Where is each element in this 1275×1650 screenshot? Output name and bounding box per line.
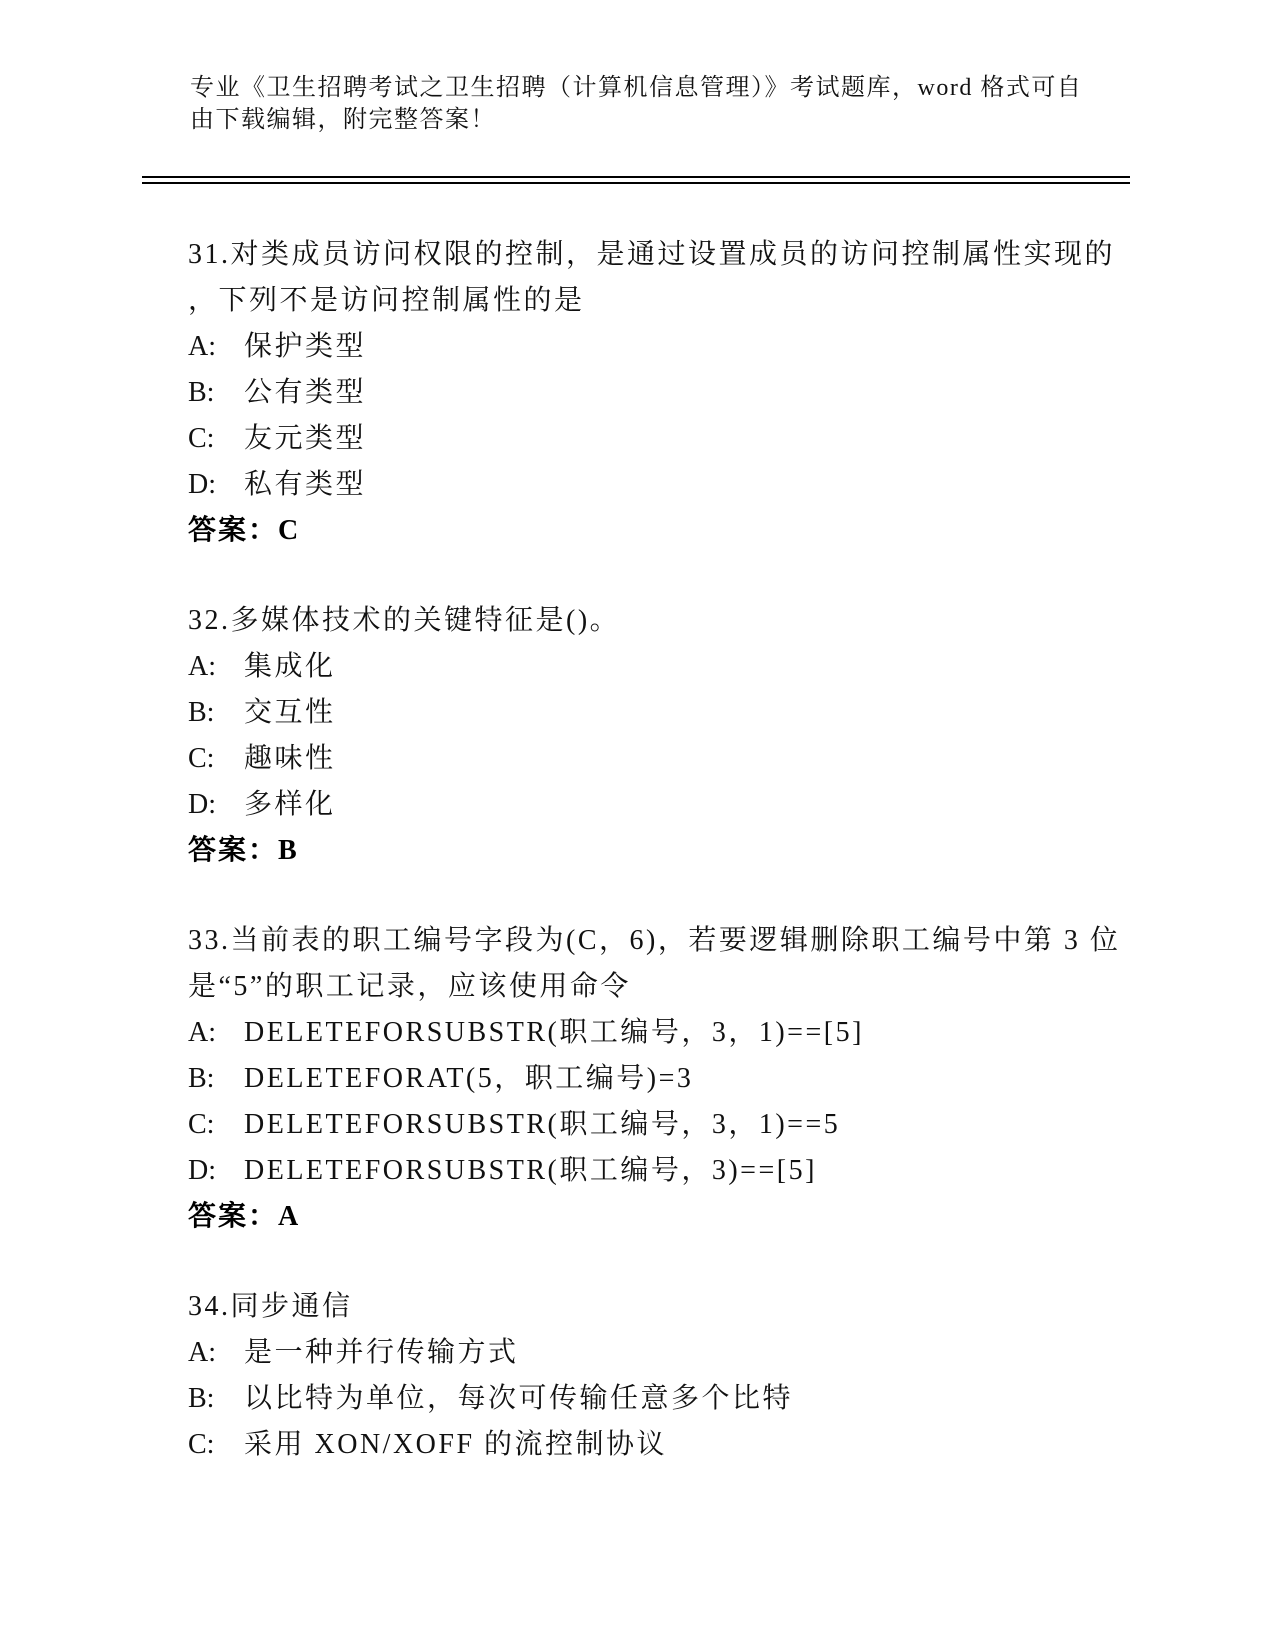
question-text-line: 33.当前表的职工编号字段为(C，6)，若要逻辑删除职工编号中第 3 位 — [188, 925, 1121, 956]
option-row-b — [188, 1056, 1105, 1102]
option-row-a — [188, 324, 1105, 370]
option-text: 保护类型 — [244, 331, 367, 362]
option-label: D: — [188, 789, 216, 820]
option-row-c — [188, 736, 1105, 782]
option-text: DELETEFORSUBSTR(职工编号，3，1)==5 — [244, 1109, 841, 1140]
option-label: A: — [188, 651, 216, 682]
option-label: D: — [188, 1155, 216, 1186]
option-label: B: — [188, 1063, 215, 1094]
option-text: 多样化 — [244, 789, 336, 820]
option-row-b — [188, 1376, 1105, 1422]
answer-line: 答案：C — [188, 515, 301, 546]
question-block-33 — [188, 918, 1121, 1240]
option-label: C: — [188, 1429, 215, 1460]
question-block-32 — [188, 598, 1105, 874]
option-text: DELETEFORAT(5，职工编号)=3 — [244, 1063, 694, 1094]
option-row-c — [188, 416, 1105, 462]
header-line-2: 由下载编辑，附完整答案！ — [190, 107, 496, 133]
option-text: 趣味性 — [244, 743, 336, 774]
option-text: 采用 XON/XOFF 的流控制协议 — [244, 1429, 668, 1460]
question-text-line: 34.同步通信 — [188, 1291, 353, 1322]
question-text-line: 是“5”的职工记录，应该使用命令 — [188, 971, 631, 1002]
document-body — [188, 232, 1121, 1468]
option-row-a — [188, 1010, 1105, 1056]
option-row-b — [188, 370, 1105, 416]
option-row-a — [188, 1330, 1105, 1376]
option-text: 集成化 — [244, 651, 336, 682]
option-label: B: — [188, 697, 215, 728]
option-text: 是一种并行传输方式 — [244, 1337, 519, 1368]
option-row-c — [188, 1102, 1105, 1148]
option-text: 以比特为单位，每次可传输任意多个比特 — [244, 1383, 794, 1414]
option-row-d — [188, 462, 1105, 508]
answer-line: 答案：A — [188, 1201, 301, 1232]
question-block-31 — [188, 232, 1116, 554]
option-row-b — [188, 690, 1105, 736]
option-text: 公有类型 — [244, 377, 367, 408]
option-label: C: — [188, 1109, 215, 1140]
option-text: 交互性 — [244, 697, 336, 728]
answer-line: 答案：B — [188, 835, 299, 866]
document-header — [0, 0, 1275, 136]
option-text: DELETEFORSUBSTR(职工编号，3)==[5] — [244, 1155, 817, 1186]
option-label: A: — [188, 1017, 216, 1048]
header-divider — [142, 176, 1130, 184]
question-text-line: 31.对类成员访问权限的控制，是通过设置成员的访问控制属性实现的 — [188, 239, 1116, 270]
option-label: C: — [188, 743, 215, 774]
header-line-1: 专业《卫生招聘考试之卫生招聘（计算机信息管理）》考试题库，word 格式可自 — [190, 75, 1083, 101]
option-label: D: — [188, 469, 216, 500]
option-text: DELETEFORSUBSTR(职工编号，3，1)==[5] — [244, 1017, 864, 1048]
option-label: A: — [188, 1337, 216, 1368]
option-text: 私有类型 — [244, 469, 367, 500]
option-label: B: — [188, 377, 215, 408]
option-row-a — [188, 644, 1105, 690]
option-label: A: — [188, 331, 216, 362]
option-label: C: — [188, 423, 215, 454]
question-text-line: ，下列不是访问控制属性的是 — [188, 285, 585, 316]
option-text: 友元类型 — [244, 423, 367, 454]
option-label: B: — [188, 1383, 215, 1414]
option-row-d — [188, 782, 1105, 828]
question-text-line: 32.多媒体技术的关键特征是()。 — [188, 605, 621, 636]
option-row-d — [188, 1148, 1105, 1194]
option-row-c — [188, 1422, 1105, 1468]
question-block-34 — [188, 1284, 1105, 1468]
